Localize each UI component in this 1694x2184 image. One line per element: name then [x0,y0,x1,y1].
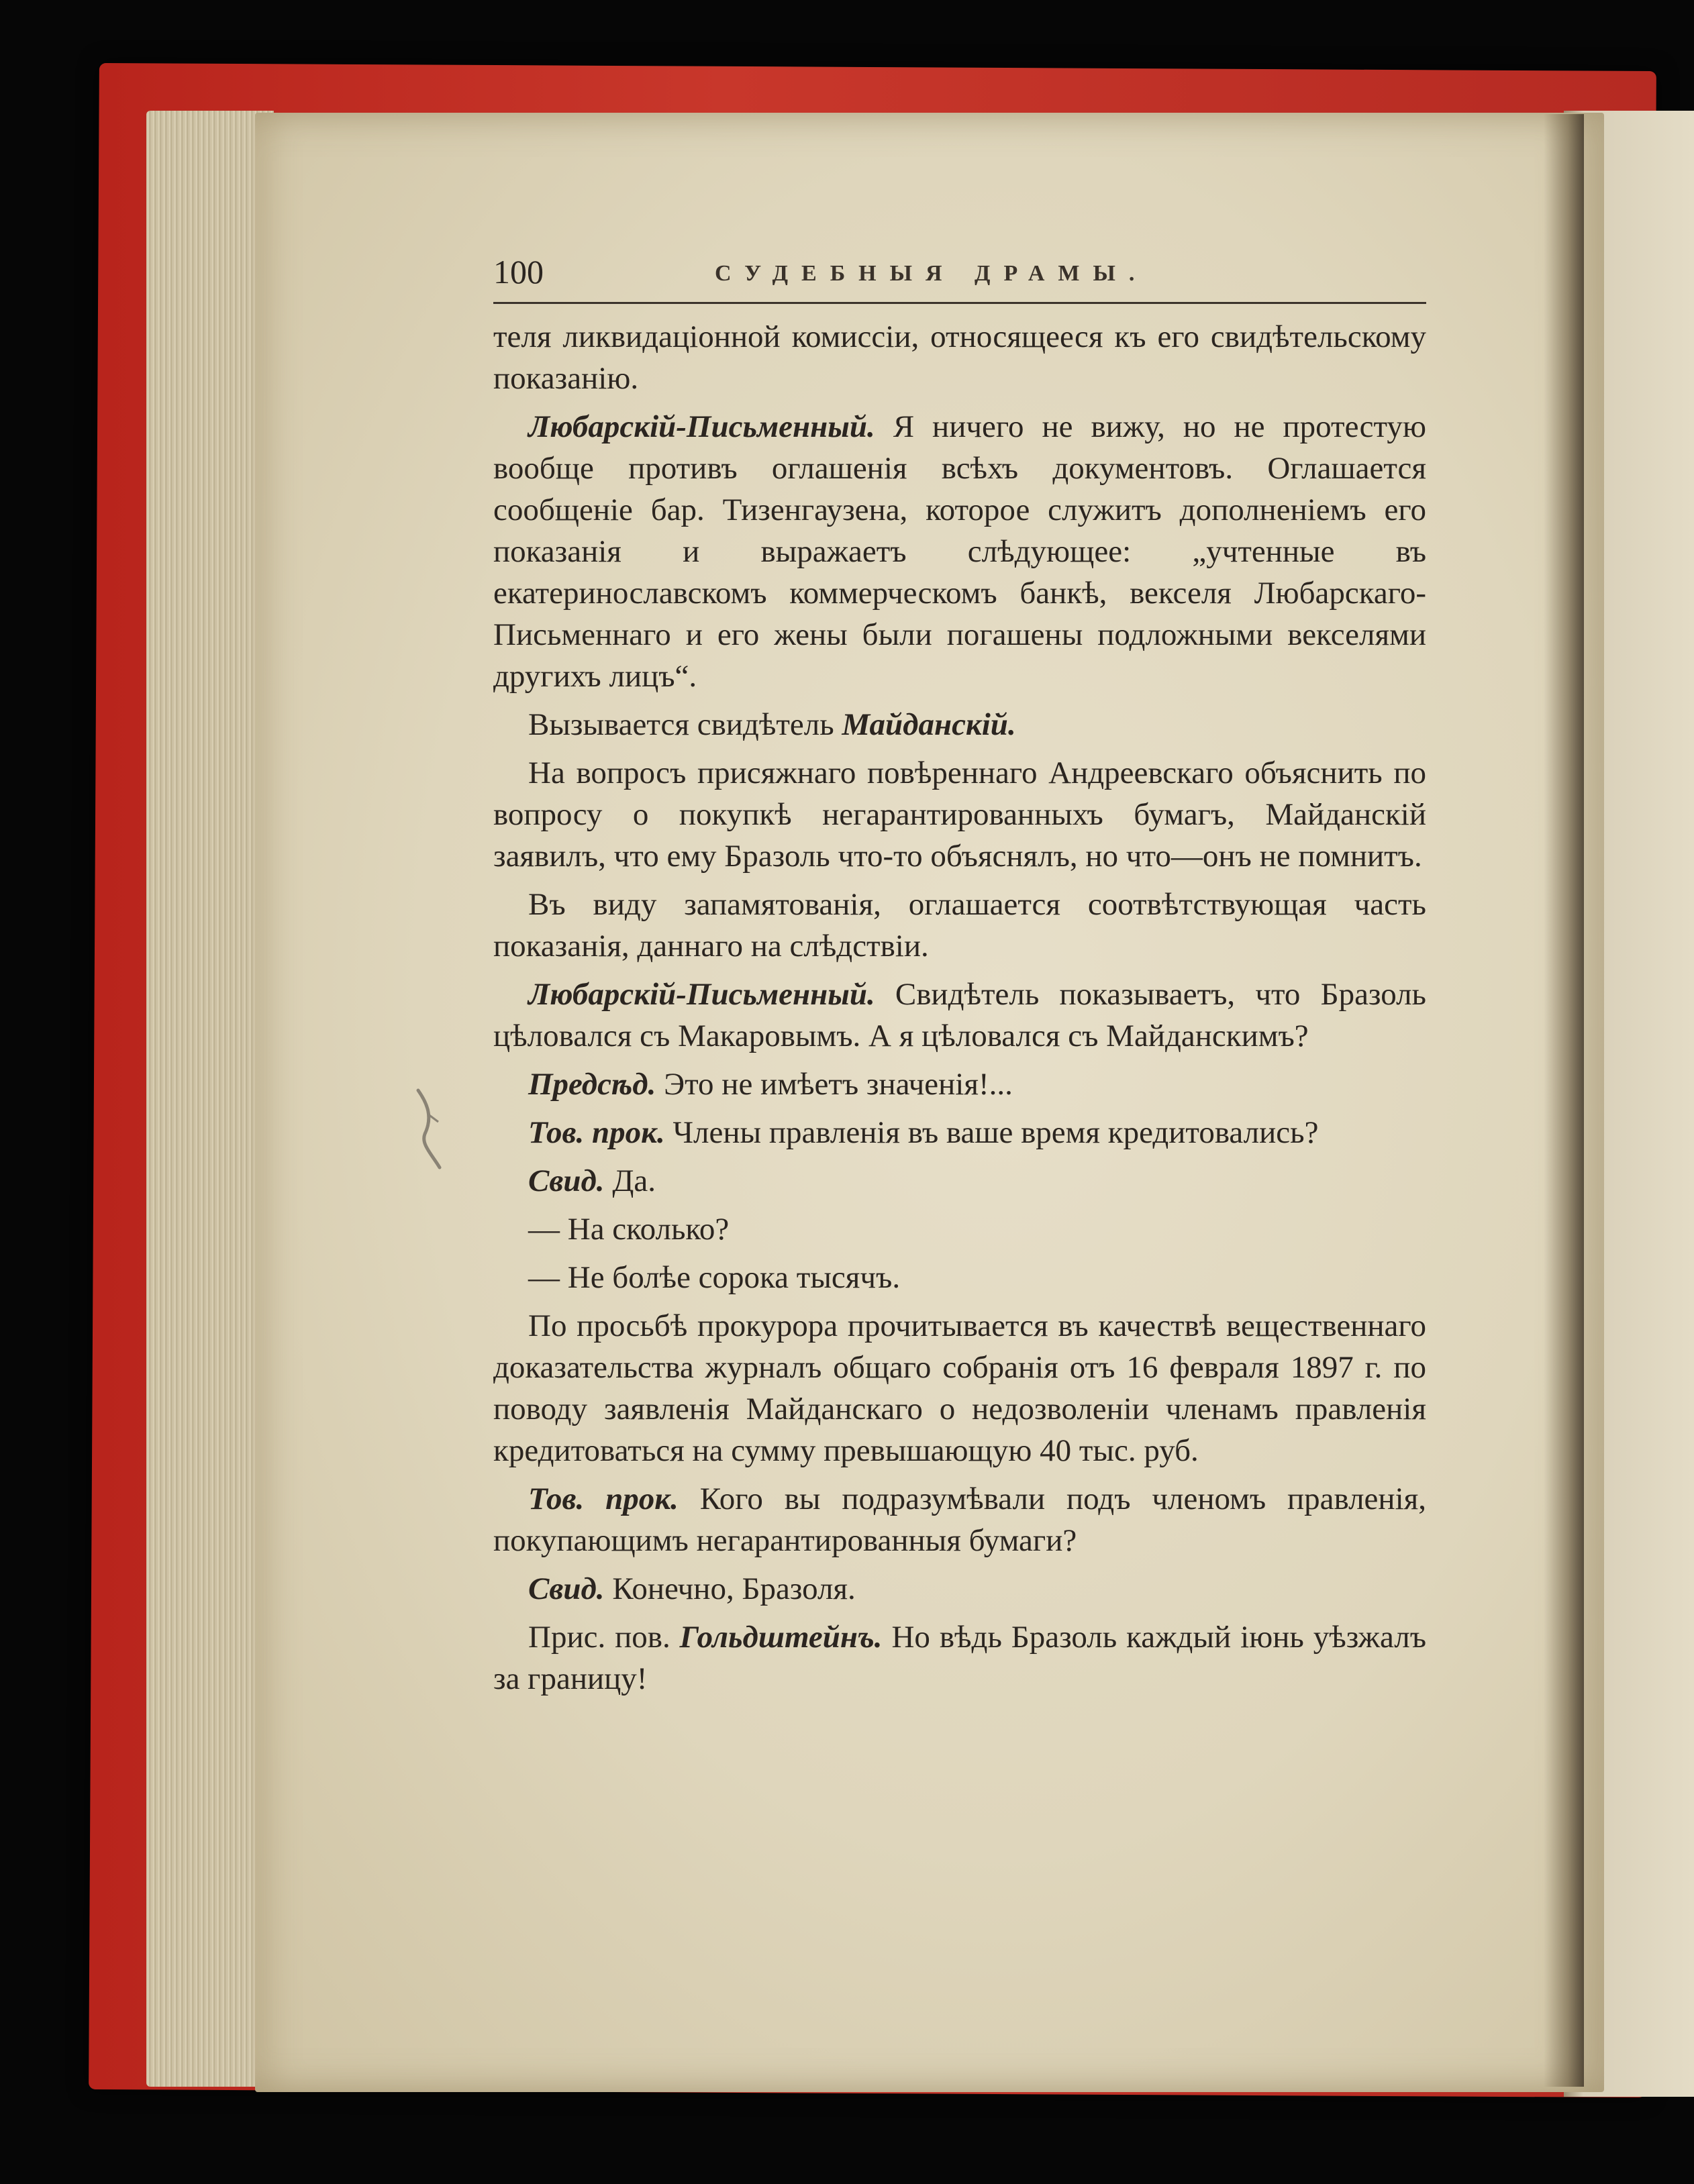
speaker-name: Свид. [528,1163,605,1198]
paragraph [493,1112,1426,1153]
paragraph-text: — Не болѣе сорока тысячъ. [528,1260,901,1295]
paragraph [493,1305,1426,1471]
paragraph-text: Въ виду запамятованія, оглашается соотвѣтствующая часть показанія, даннаго на слѣдствіи. [493,887,1426,964]
paragraph [493,406,1426,697]
speaker-name: Майданскій. [842,707,1016,742]
paragraph-text: Я ничего не вижу, но не протестую вообще противъ оглашенія всѣхъ документовъ. Оглашается сообщеніе бар. Тизенгаузена, которое служитъ дополненіемъ его показанія и выражаетъ слѣдующее: „учтенные въ екатеринославскомъ коммерческомъ банкѣ, векселя Любарскаго-Письменнаго и его жены были погашены подложными векселями другихъ лицъ“. [493,409,1426,694]
paragraph [493,1568,1426,1610]
paragraph-text: Члены правленія въ ваше время кредитовались? [672,1115,1319,1150]
speaker-name: Свид. [528,1571,605,1606]
paragraph [493,1616,1426,1700]
paragraph [493,752,1426,877]
speaker-name: Тов. прок. [528,1115,665,1150]
paragraph-text: На вопросъ присяжнаго повѣреннаго Андреевскаго объяснить по вопросу о покупкѣ негарантированныхъ бумагъ, Майданскій заявилъ, что ему Бразоль что-то объяснялъ, но что—онъ не помнитъ. [493,756,1426,874]
speaker-name: Тов. прок. [528,1481,679,1516]
speaker-name: Предсѣд. [528,1067,656,1102]
running-head [493,248,1426,304]
paragraph [493,1063,1426,1105]
page-text [493,248,1426,1706]
paragraph-text: Прис. пов. [528,1620,670,1655]
paragraph [493,1208,1426,1250]
paragraph-text: По просьбѣ прокурора прочитывается въ качествѣ вещественнаго доказательства журналъ общаго собранія отъ 16 февраля 1897 г. по поводу заявленія Майданскаго о недозволеніи членамъ правленія кредитоваться на сумму превышающую 40 тыс. руб. [493,1308,1426,1468]
page-number: 100 [493,253,544,291]
paragraph-text: Это не имѣетъ значенія!... [664,1067,1013,1102]
pencil-mark [413,1087,453,1174]
paragraph [493,704,1426,745]
paragraph-text: Вызывается свидѣтель [528,707,834,742]
paragraph-text: теля ликвидаціонной комиссіи, относящееся къ его свидѣтельскому показанію. [493,319,1426,396]
paragraph-text: Да. [612,1163,656,1198]
paragraph [493,1478,1426,1561]
paragraph-text: Конечно, Бразоля. [612,1571,856,1606]
page-gutter-shadow [1544,114,1584,2087]
paragraph [493,974,1426,1057]
running-title: СУДЕБНЫЯ ДРАМЫ. [715,261,1148,286]
paragraph [493,1257,1426,1298]
paragraph-text: Кого вы подразумѣвали подъ членомъ правленія, покупающимъ негарантированныя бумаги? [493,1481,1426,1558]
speaker-name: Гольдштейнъ. [679,1620,883,1655]
paragraph [493,884,1426,967]
paragraph-text: — На сколько? [528,1212,730,1247]
speaker-name: Любарскій-Письменный. [528,977,875,1012]
paragraph [493,316,1426,399]
speaker-name: Любарскій-Письменный. [528,409,875,444]
paragraph-text: Свидѣтель показываетъ, что Бразоль цѣловался съ Макаровымъ. А я цѣловался съ Майданскимъ? [493,977,1426,1053]
paragraph [493,1160,1426,1202]
paragraph-text: Но вѣдь Бразоль каждый іюнь уѣзжалъ за границу! [493,1620,1427,1696]
